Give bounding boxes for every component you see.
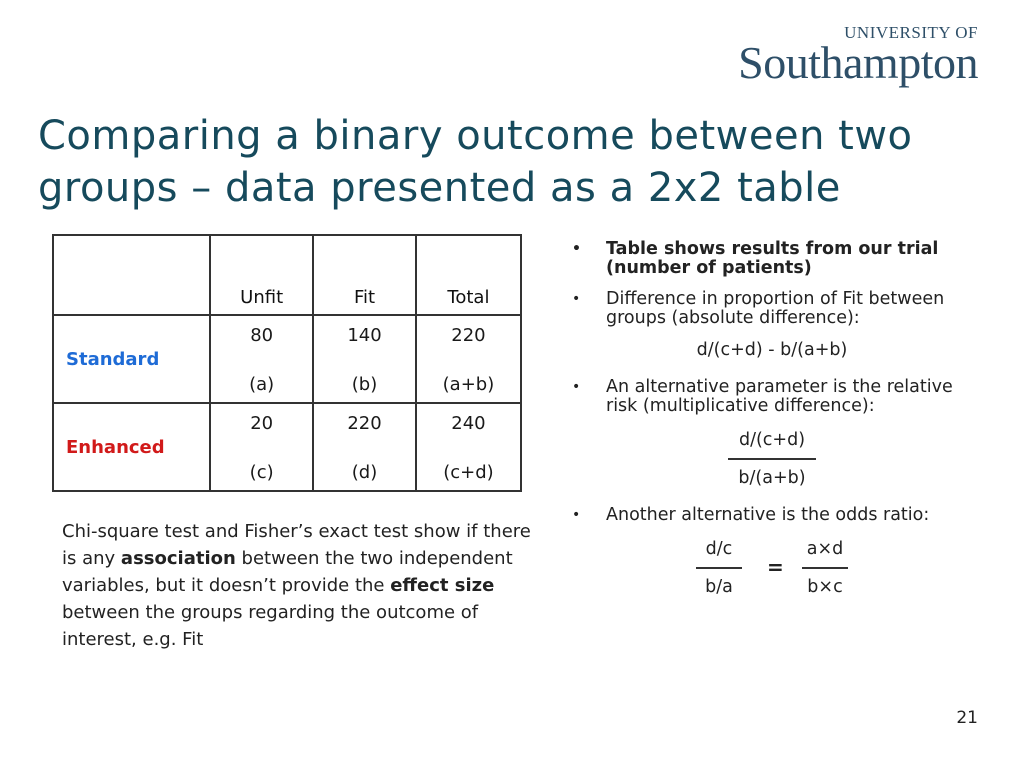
bullet-item xyxy=(572,378,972,416)
contingency-table xyxy=(52,234,522,492)
cell-symbol: (a) xyxy=(249,374,275,395)
bullet-item xyxy=(572,290,972,328)
fraction-bar xyxy=(728,458,816,460)
bullet-dot-icon: • xyxy=(572,241,581,257)
table-row-enhanced xyxy=(53,403,521,491)
table-header-fit: Fit xyxy=(313,235,416,315)
university-logo xyxy=(738,23,978,88)
bullet-text: Another alternative is the odds ratio: xyxy=(606,505,930,525)
table-header-total: Total xyxy=(416,235,521,315)
odds-ratio-formula xyxy=(572,537,972,607)
cell-symbol: (b) xyxy=(351,374,378,395)
absolute-difference-formula: d/(c+d) - b/(a+b) xyxy=(696,340,848,360)
bullet-dot-icon: • xyxy=(572,291,581,307)
table-cell xyxy=(210,315,313,403)
fraction-denominator: b/a xyxy=(705,577,733,597)
table-cell xyxy=(313,315,416,403)
fraction-denominator: b×c xyxy=(807,577,843,597)
explanation-paragraph xyxy=(62,518,532,653)
cell-symbol: (c) xyxy=(249,462,274,483)
fraction-denominator: b/(a+b) xyxy=(738,468,806,488)
row-label-enhanced: Enhanced xyxy=(53,403,210,491)
odds-fraction-right xyxy=(802,537,848,599)
fraction-bar xyxy=(696,567,742,569)
paragraph-text: Chi-square test and Fisher’s exact test show if there is any xyxy=(62,521,531,569)
table-cell xyxy=(416,403,521,491)
cell-value: 220 xyxy=(451,325,486,346)
fraction-bar xyxy=(802,567,848,569)
fraction-numerator: d/c xyxy=(705,539,733,559)
paragraph-emphasis-effect-size: effect size xyxy=(390,575,495,596)
table-header-row xyxy=(53,235,521,315)
bullet-list xyxy=(572,240,972,607)
cell-value: 20 xyxy=(250,413,274,434)
logo-line-southampton: Southampton xyxy=(738,37,978,88)
paragraph-text: between the groups regarding the outcome of interest, e.g. Fit xyxy=(62,602,479,650)
bullet-dot-icon: • xyxy=(572,379,581,395)
cell-value: 80 xyxy=(250,325,274,346)
bullet-text: Table shows results from our trial (number of patients) xyxy=(606,239,939,278)
bullet-item xyxy=(572,506,972,525)
cell-value: 220 xyxy=(347,413,382,434)
relative-risk-fraction xyxy=(572,428,972,490)
paragraph-text: between the two independent variables, but it doesn’t provide the xyxy=(62,548,513,596)
cell-symbol: (d) xyxy=(351,462,378,483)
bullet-text: An alternative parameter is the relative risk (multiplicative difference): xyxy=(606,377,953,416)
bullet-item xyxy=(572,240,972,278)
table-cell xyxy=(210,403,313,491)
logo-line-university-of: UNIVERSITY OF xyxy=(844,23,978,42)
cell-value: 240 xyxy=(451,413,486,434)
table-header-unfit: Unfit xyxy=(210,235,313,315)
odds-fraction-left xyxy=(696,537,742,599)
fraction-numerator: a×d xyxy=(806,539,844,559)
row-label-standard: Standard xyxy=(53,315,210,403)
equals-sign: = xyxy=(767,555,784,579)
cell-symbol: (c+d) xyxy=(443,462,494,483)
cell-symbol: (a+b) xyxy=(442,374,495,395)
slide-title: Comparing a binary outcome between two groups – data presented as a 2x2 table xyxy=(38,113,913,211)
table-header-empty xyxy=(53,235,210,315)
table-row-standard xyxy=(53,315,521,403)
table-cell xyxy=(416,315,521,403)
cell-value: 140 xyxy=(347,325,382,346)
table-cell xyxy=(313,403,416,491)
fraction-numerator: d/(c+d) xyxy=(738,430,806,450)
bullet-text: Difference in proportion of Fit between groups (absolute difference): xyxy=(606,289,945,328)
bullet-dot-icon: • xyxy=(572,507,581,523)
page-number: 21 xyxy=(956,708,978,728)
paragraph-emphasis-association: association xyxy=(120,548,236,569)
